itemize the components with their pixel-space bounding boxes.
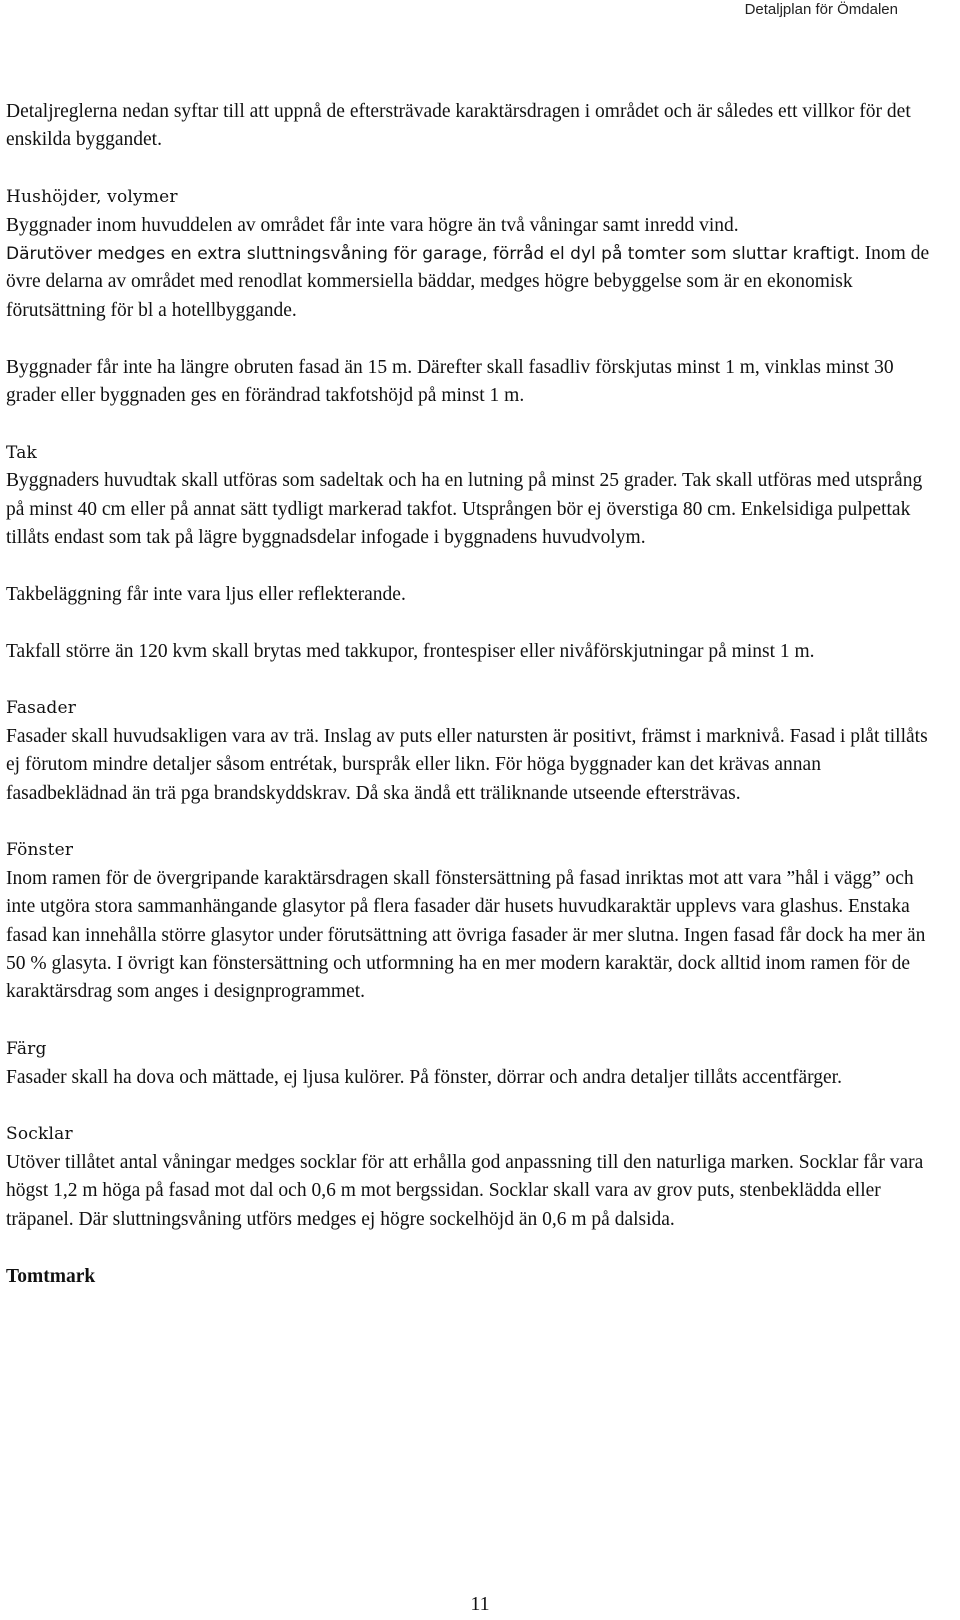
farg-paragraph-1: Fasader skall ha dova och mättade, ej ljusa kulörer. På fönster, dörrar och andra detaljer tillåts accentfärger. — [6, 1066, 842, 1088]
running-header: Detaljplan för Ömdalen — [744, 1, 898, 18]
section-fonster — [6, 836, 938, 1006]
section-heading-farg: Färg — [6, 1039, 47, 1060]
section-hushojder — [6, 183, 938, 325]
section-socklar — [6, 1120, 938, 1234]
hushojder-text-line3: Inom de övre delarna av området med renodlat kommersiella bäddar, medges högre bebyggelse som är en ekonomisk förutsättning för bl a hotellbyggande. — [6, 243, 930, 321]
fasader-paragraph-1: Fasader skall huvudsakligen vara av trä. Inslag av puts eller natursten är positivt, främst i marknivå. Fasad i plåt tillåts ej förutom mindre detaljer såsom entrétak, burspråk eller likn. För höga byggnader kan det krävas annan fasadbeklädnad än trä pga brandskyddskrav. Då ska ändå ett träliknande utseende eftersträvas. — [6, 725, 928, 804]
tak-paragraph-3: Takfall större än 120 kvm skall brytas med takkupor, frontespiser eller nivåförskjutningar på minst 1 m. — [6, 640, 815, 662]
section-heading-tomtmark: Tomtmark — [6, 1265, 96, 1287]
section-farg — [6, 1035, 938, 1092]
section-tak — [6, 439, 938, 553]
document-body — [6, 98, 938, 1291]
section-fasader — [6, 694, 938, 808]
socklar-paragraph-1: Utöver tillåtet antal våningar medges socklar för att erhålla god anpassning till den naturliga marken. Socklar får vara högst 1,2 m höga på fasad mot dal och 0,6 m mot bergssidan. Socklar skall vara av grov puts, stenbeklädda eller träpanel. Där sluttningsvåning utförs medges ej högre sockelhöjd än 0,6 m på dalsida. — [6, 1151, 924, 1230]
hushojder-text-line2: Därutöver medges en extra sluttningsvåning för garage, förråd el dyl på tomter som sluttar kraftigt. — [6, 244, 860, 265]
hushojder-paragraph-2: Byggnader får inte ha längre obruten fasad än 15 m. Därefter skall fasadliv förskjutas minst 1 m, vinklas minst 30 grader eller byggnaden ges en förändrad takfotshöjd på minst 1 m. — [6, 356, 894, 407]
intro-paragraph: Detaljreglerna nedan syftar till att uppnå de eftersträvade karaktärsdragen i området och är således ett villkor för det enskilda byggandet. — [6, 101, 911, 151]
tak-paragraph-1: Byggnaders huvudtak skall utföras som sadeltak och ha en lutning på minst 25 grader. Tak skall utföras med utsprång på minst 40 cm eller på annat sätt tydligt markerad takfot. Utsprången bör ej överstiga 80 cm. Enkelsidiga pulpettak tillåts endast som tak på lägre byggnadsdelar infogade i byggnadens huvudvolym. — [6, 470, 923, 549]
section-heading-fonster: Fönster — [6, 840, 74, 861]
section-heading-tak: Tak — [6, 442, 38, 463]
fonster-paragraph-1: Inom ramen för de övergripande karaktärsdragen skall fönstersättning på fasad inriktas mot att vara ”hål i vägg” och inte utgöra stora sammanhängande glasytor på flera fasader där husets huvudkaraktär upplevs vara glashus. Enstaka fasad kan innehålla större glasytor under förutsättning att övriga fasader är mer slutna. Ingen fasad får dock ha mer än 50 % glasyta. I övrigt kan fönstersättning och utformning ha en mer modern karaktär, dock alltid inom ramen för de karaktärsdrag som anges i designprogrammet. — [6, 867, 926, 1003]
section-heading-fasader: Fasader — [6, 698, 77, 719]
section-heading-hushojder: Hushöjder, volymer — [6, 187, 178, 208]
hushojder-text-line1: Byggnader inom huvuddelen av området får inte vara högre än två våningar samt inredd vind. — [6, 214, 739, 236]
page-number: 11 — [470, 1593, 490, 1615]
tak-paragraph-2: Takbeläggning får inte vara ljus eller reflekterande. — [6, 583, 406, 605]
section-heading-socklar: Socklar — [6, 1124, 73, 1145]
